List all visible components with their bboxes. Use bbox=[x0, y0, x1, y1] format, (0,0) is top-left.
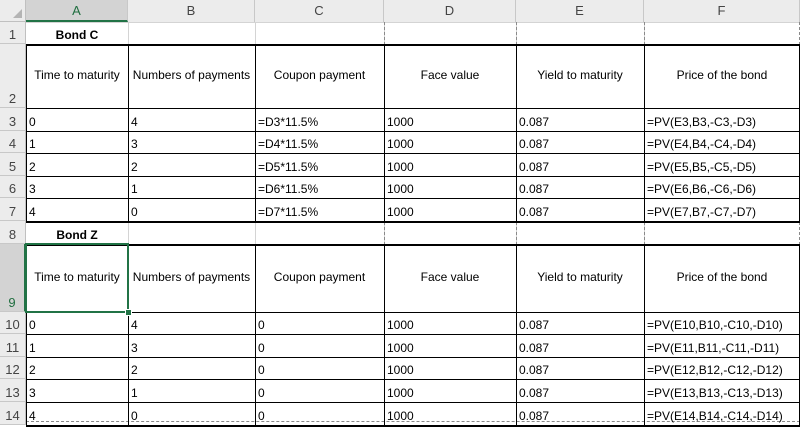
active-cell-selection bbox=[25, 243, 129, 313]
cell-border-v bbox=[644, 244, 645, 425]
cell-c6[interactable]: =D6*11.5% bbox=[258, 182, 319, 196]
cell-border-h bbox=[26, 153, 800, 154]
cell-border-v bbox=[128, 44, 129, 221]
row-header-7[interactable]: 7 bbox=[0, 198, 26, 221]
cell-b6[interactable]: 1 bbox=[131, 182, 138, 196]
cell-border-h bbox=[26, 44, 800, 46]
cell-c4[interactable]: =D4*11.5% bbox=[258, 137, 319, 151]
cell-c5[interactable]: =D5*11.5% bbox=[258, 160, 319, 174]
cell-c2[interactable]: Coupon payment bbox=[273, 68, 366, 82]
cell-c14[interactable]: 0 bbox=[258, 409, 265, 423]
cell-d4[interactable]: 1000 bbox=[387, 137, 414, 151]
row-header-5[interactable]: 5 bbox=[0, 153, 26, 176]
cell-b7[interactable]: 0 bbox=[131, 205, 138, 219]
cell-border-h bbox=[26, 402, 800, 403]
cell-e4[interactable]: 0.087 bbox=[519, 137, 550, 151]
cell-border-v bbox=[384, 44, 385, 221]
select-all-corner[interactable] bbox=[0, 0, 26, 22]
cell-b13[interactable]: 1 bbox=[131, 386, 138, 400]
cell-d6[interactable]: 1000 bbox=[387, 182, 414, 196]
cell-border-h bbox=[26, 221, 800, 223]
cell-border-v bbox=[26, 44, 27, 221]
cell-d13[interactable]: 1000 bbox=[387, 386, 414, 400]
cell-f11[interactable]: =PV(E11,B11,-C11,-D11) bbox=[647, 341, 780, 355]
row-header-9[interactable]: 9 bbox=[0, 244, 26, 312]
cell-border-v bbox=[255, 44, 256, 221]
cell-d3[interactable]: 1000 bbox=[387, 115, 414, 129]
cell-border-v bbox=[644, 44, 645, 221]
column-header-a[interactable]: A bbox=[26, 0, 128, 22]
cell-border-h bbox=[26, 312, 800, 313]
cell-f6[interactable]: =PV(E6,B6,-C6,-D6) bbox=[647, 182, 757, 196]
cell-border-h bbox=[26, 334, 800, 335]
column-header-d[interactable]: D bbox=[384, 0, 516, 22]
cell-e11[interactable]: 0.087 bbox=[519, 341, 550, 355]
column-header-b[interactable]: B bbox=[128, 0, 255, 22]
column-header-e[interactable]: E bbox=[516, 0, 644, 22]
cell-border-h bbox=[26, 357, 800, 358]
cell-a14[interactable]: 4 bbox=[29, 409, 36, 423]
cell-d9[interactable]: Face value bbox=[420, 270, 480, 284]
cell-b12[interactable]: 2 bbox=[131, 363, 138, 377]
cell-c12[interactable]: 0 bbox=[258, 363, 265, 377]
cell-f12[interactable]: =PV(E12,B12,-C12,-D12) bbox=[647, 363, 783, 377]
cell-b10[interactable]: 4 bbox=[131, 318, 138, 332]
cell-border-h bbox=[26, 131, 800, 132]
cell-f9[interactable]: Price of the bond bbox=[676, 270, 768, 284]
cell-border-v bbox=[516, 244, 517, 425]
cell-b9[interactable]: Numbers of payments bbox=[132, 270, 251, 284]
row-header-11[interactable]: 11 bbox=[0, 334, 26, 357]
cell-d12[interactable]: 1000 bbox=[387, 363, 414, 377]
cell-e2[interactable]: Yield to maturity bbox=[537, 68, 623, 82]
cell-a2[interactable]: Time to maturity bbox=[34, 68, 120, 82]
cell-border-h bbox=[26, 198, 800, 199]
select-all-triangle-icon bbox=[13, 9, 22, 18]
cell-e5[interactable]: 0.087 bbox=[519, 160, 550, 174]
cell-a9[interactable]: Time to maturity bbox=[34, 270, 120, 284]
cell-d14[interactable]: 1000 bbox=[387, 409, 414, 423]
cell-f5[interactable]: =PV(E5,B5,-C5,-D5) bbox=[647, 160, 757, 174]
row-header-8[interactable]: 8 bbox=[0, 221, 26, 244]
cell-a12[interactable]: 2 bbox=[29, 363, 36, 377]
row-header-3[interactable]: 3 bbox=[0, 108, 26, 131]
cell-a1[interactable]: Bond C bbox=[55, 28, 99, 42]
cell-f10[interactable]: =PV(E10,B10,-C10,-D10) bbox=[647, 318, 783, 332]
cell-d2[interactable]: Face value bbox=[420, 68, 480, 82]
cell-d5[interactable]: 1000 bbox=[387, 160, 414, 174]
gridline-h bbox=[26, 22, 800, 23]
cell-border-h bbox=[26, 108, 800, 109]
cell-b4[interactable]: 3 bbox=[131, 137, 138, 151]
cell-e9[interactable]: Yield to maturity bbox=[537, 270, 623, 284]
cell-a3[interactable]: 0 bbox=[29, 115, 36, 129]
row-header-4[interactable]: 4 bbox=[0, 131, 26, 153]
cell-e13[interactable]: 0.087 bbox=[519, 386, 550, 400]
cell-a11[interactable]: 1 bbox=[29, 341, 36, 355]
cell-border-h bbox=[26, 244, 800, 246]
row-header-13[interactable]: 13 bbox=[0, 379, 26, 402]
cell-b2[interactable]: Numbers of payments bbox=[132, 68, 251, 82]
cell-border-h bbox=[26, 379, 800, 380]
cell-c3[interactable]: =D3*11.5% bbox=[258, 115, 319, 129]
cell-e14[interactable]: 0.087 bbox=[519, 409, 550, 423]
cell-a6[interactable]: 3 bbox=[29, 182, 36, 196]
cell-border-v bbox=[516, 44, 517, 221]
cell-f7[interactable]: =PV(E7,B7,-C7,-D7) bbox=[647, 205, 757, 219]
cell-b3[interactable]: 4 bbox=[131, 115, 138, 129]
cell-d11[interactable]: 1000 bbox=[387, 341, 414, 355]
row-header-12[interactable]: 12 bbox=[0, 357, 26, 379]
cell-a10[interactable]: 0 bbox=[29, 318, 36, 332]
cell-e10[interactable]: 0.087 bbox=[519, 318, 550, 332]
cell-f2[interactable]: Price of the bond bbox=[676, 68, 768, 82]
cell-f14[interactable]: =PV(E14,B14,-C14,-D14) bbox=[647, 409, 783, 423]
cell-f3[interactable]: =PV(E3,B3,-C3,-D3) bbox=[647, 115, 757, 129]
cell-a13[interactable]: 3 bbox=[29, 386, 36, 400]
row-header-10[interactable]: 10 bbox=[0, 312, 26, 334]
cell-a4[interactable]: 1 bbox=[29, 137, 36, 151]
cell-e6[interactable]: 0.087 bbox=[519, 182, 550, 196]
cell-f4[interactable]: =PV(E4,B4,-C4,-D4) bbox=[647, 137, 757, 151]
cell-border-v bbox=[384, 244, 385, 425]
cell-e12[interactable]: 0.087 bbox=[519, 363, 550, 377]
cell-b5[interactable]: 2 bbox=[131, 160, 138, 174]
cell-d10[interactable]: 1000 bbox=[387, 318, 414, 332]
cell-b14[interactable]: 0 bbox=[131, 409, 138, 423]
cell-f13[interactable]: =PV(E13,B13,-C13,-D13) bbox=[647, 386, 783, 400]
cell-border-v bbox=[255, 244, 256, 425]
cell-d7[interactable]: 1000 bbox=[387, 205, 414, 219]
cell-c9[interactable]: Coupon payment bbox=[273, 270, 366, 284]
cell-c11[interactable]: 0 bbox=[258, 341, 265, 355]
cell-b11[interactable]: 3 bbox=[131, 341, 138, 355]
cell-a5[interactable]: 2 bbox=[29, 160, 36, 174]
cell-a7[interactable]: 4 bbox=[29, 205, 36, 219]
cell-e3[interactable]: 0.087 bbox=[519, 115, 550, 129]
cell-c13[interactable]: 0 bbox=[258, 386, 265, 400]
row-header-2[interactable]: 2 bbox=[0, 44, 26, 108]
row-header-14[interactable]: 14 bbox=[0, 402, 26, 425]
column-header-c[interactable]: C bbox=[255, 0, 384, 22]
column-header-f[interactable]: F bbox=[644, 0, 800, 22]
fill-handle[interactable] bbox=[125, 309, 132, 316]
row-header-1[interactable]: 1 bbox=[0, 22, 26, 44]
cell-a8[interactable]: Bond Z bbox=[56, 228, 98, 242]
cell-border-h bbox=[26, 176, 800, 177]
cell-c7[interactable]: =D7*11.5% bbox=[258, 205, 319, 219]
cell-e7[interactable]: 0.087 bbox=[519, 205, 550, 219]
row-header-6[interactable]: 6 bbox=[0, 176, 26, 198]
cell-c10[interactable]: 0 bbox=[258, 318, 265, 332]
